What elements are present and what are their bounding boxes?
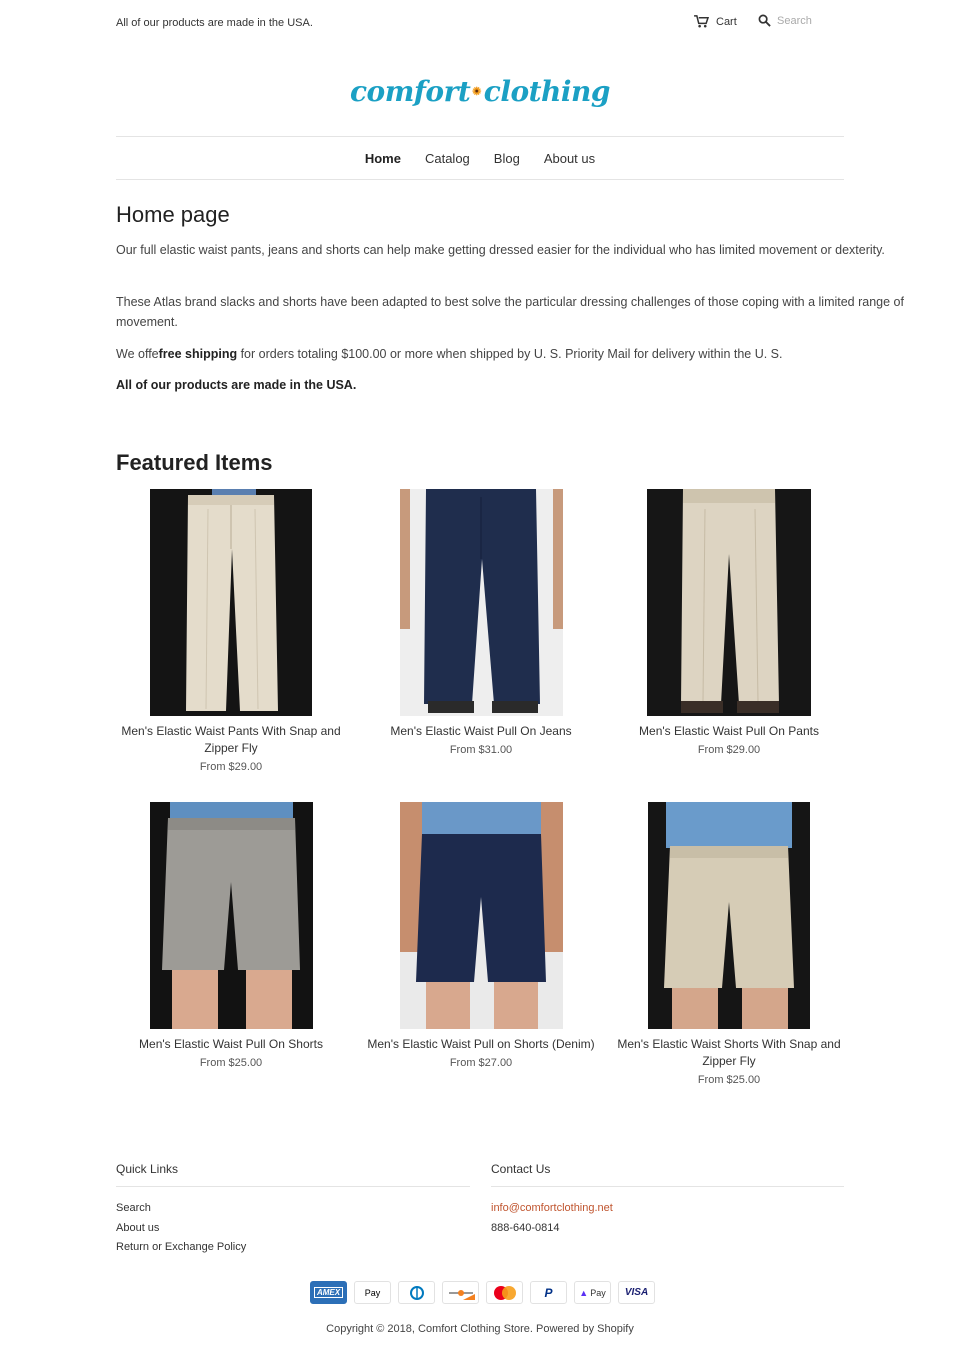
contact-phone: 888-640-0814 — [491, 1221, 560, 1234]
logo-word-clothing: clothing — [483, 74, 610, 108]
product-price: From $27.00 — [449, 1057, 513, 1069]
sunflower-icon — [472, 73, 482, 109]
mastercard-icon — [486, 1281, 523, 1304]
product-image[interactable] — [150, 802, 313, 1029]
intro-paragraph-4 — [116, 375, 906, 395]
diners-club-glyph — [407, 1286, 427, 1300]
apple-pay-label: Pay — [364, 1287, 381, 1298]
nav-item-home[interactable]: Home — [364, 150, 401, 166]
intro-paragraph-3 — [116, 344, 906, 364]
shipping-text-start: We offe — [116, 347, 159, 361]
quick-links-list — [116, 1199, 470, 1258]
product-name[interactable]: Men's Elastic Waist Pull On Jeans — [390, 724, 572, 738]
product-card[interactable] — [366, 489, 596, 756]
shopify-pay-label: Pay — [590, 1287, 606, 1298]
footer-link-about-us[interactable]: About us — [116, 1221, 160, 1234]
paypal-icon — [530, 1281, 567, 1304]
shipping-text-end: for orders totaling $100.00 or more when shipped by U. S. Priority Mail for delivery within the U. S. — [237, 347, 783, 361]
footer-link-search[interactable]: Search — [116, 1202, 151, 1214]
quick-links-title: Quick Links — [116, 1162, 470, 1187]
made-in-usa-text: All of our products are made in the USA. — [116, 378, 357, 392]
product-price: From $25.00 — [697, 1074, 761, 1086]
nav-item-about-us[interactable]: About us — [543, 150, 596, 166]
search-icon[interactable] — [758, 14, 771, 27]
apple-pay-icon — [354, 1281, 391, 1304]
nav-item-blog[interactable]: Blog — [493, 150, 520, 166]
payment-icons — [310, 1281, 655, 1304]
shopify-bag-glyph: ▲ — [579, 1287, 589, 1298]
shopify-pay-icon — [574, 1281, 611, 1304]
list-item — [116, 1199, 470, 1219]
product-name[interactable]: Men's Elastic Waist Pull On Shorts — [139, 1037, 323, 1051]
footer-link-return-policy[interactable]: Return or Exchange Policy — [116, 1241, 247, 1253]
footer-contact — [491, 1162, 844, 1238]
product-image[interactable] — [648, 802, 810, 1029]
copyright-text: Copyright © 2018, Comfort Clothing Store. Powered by Shopify — [326, 1323, 634, 1335]
product-card[interactable] — [116, 489, 346, 773]
featured-items-title: Featured Items — [116, 450, 273, 475]
nav-item-catalog[interactable]: Catalog — [424, 150, 470, 166]
contact-list — [491, 1199, 844, 1238]
paypal-glyph: P — [544, 1285, 553, 1300]
product-price: From $31.00 — [449, 744, 513, 756]
store-logo[interactable] — [350, 66, 610, 116]
discover-icon — [442, 1281, 479, 1304]
visa-icon — [618, 1281, 655, 1304]
cart-icon — [694, 15, 709, 28]
intro-paragraph-1: Our full elastic waist pants, jeans and shorts can help make getting dressed easier for the individual who has limited movement or dexterity. — [116, 243, 885, 257]
list-item — [116, 1238, 470, 1258]
diners-club-icon — [398, 1281, 435, 1304]
free-shipping-text: free shipping — [158, 347, 238, 361]
product-image[interactable] — [647, 489, 811, 716]
product-card[interactable] — [614, 802, 844, 1086]
page-title: Home page — [116, 202, 230, 227]
cart-label: Cart — [716, 15, 737, 28]
product-card[interactable] — [366, 802, 596, 1069]
product-name[interactable]: Men's Elastic Waist Pants With Snap and Zipper Fly — [121, 724, 341, 755]
amex-icon — [310, 1281, 347, 1304]
main-nav — [116, 136, 844, 180]
contact-title: Contact Us — [491, 1162, 844, 1187]
product-image[interactable] — [400, 802, 563, 1029]
mastercard-glyph — [492, 1285, 518, 1301]
amex-label: AMEX — [314, 1287, 343, 1298]
product-image[interactable] — [400, 489, 563, 716]
search-box — [758, 14, 847, 27]
product-name[interactable]: Men's Elastic Waist Pull on Shorts (Denim) — [367, 1037, 595, 1051]
product-card[interactable] — [614, 489, 844, 756]
logo-word-comfort: comfort — [350, 74, 471, 108]
top-bar — [0, 0, 960, 46]
cart-link[interactable] — [694, 15, 737, 28]
list-item — [116, 1219, 470, 1239]
product-card[interactable] — [116, 802, 346, 1069]
product-image[interactable] — [150, 489, 312, 716]
discover-glyph — [447, 1286, 475, 1300]
product-price: From $25.00 — [199, 1057, 263, 1069]
product-name[interactable]: Men's Elastic Waist Pull On Pants — [639, 724, 819, 738]
intro-paragraph-2: These Atlas brand slacks and shorts have been adapted to best solve the particular dressing challenges of those coping with a limited range of movement. — [116, 295, 904, 329]
product-price: From $29.00 — [697, 744, 761, 756]
product-name[interactable]: Men's Elastic Waist Shorts With Snap and Zipper Fly — [617, 1037, 841, 1068]
contact-email-link[interactable]: info@comfortclothing.net — [491, 1202, 613, 1214]
visa-label: VISA — [624, 1287, 649, 1298]
footer-quick-links — [116, 1162, 470, 1258]
list-item — [491, 1199, 844, 1219]
search-input[interactable] — [777, 15, 847, 27]
product-price: From $29.00 — [199, 761, 263, 773]
announcement-text: All of our products are made in the USA. — [116, 17, 313, 29]
